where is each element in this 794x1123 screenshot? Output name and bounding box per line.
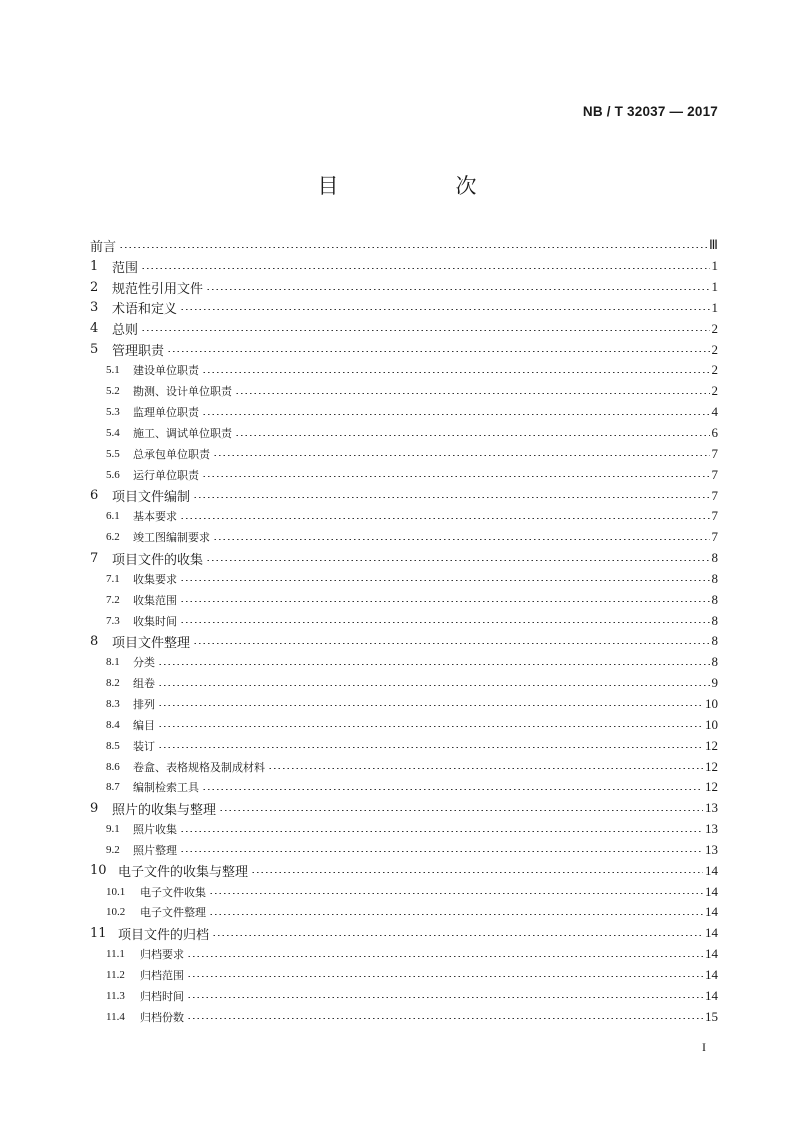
- dot-leader: [202, 789, 703, 790]
- toc-entry-label: 收集范围: [133, 593, 177, 607]
- dot-leader: [193, 643, 709, 644]
- toc-entry-number: 8.2: [106, 677, 120, 690]
- dot-leader: [219, 810, 703, 811]
- toc-entry[interactable]: [90, 923, 718, 944]
- toc-entry-page: 8: [711, 654, 718, 670]
- toc-entry[interactable]: [90, 339, 718, 360]
- dot-leader: [206, 289, 709, 290]
- toc-entry-page: 12: [705, 737, 718, 753]
- toc-entry-number: 8.6: [106, 760, 120, 773]
- dot-leader: [187, 997, 703, 998]
- toc-entry-number: 2: [90, 279, 99, 295]
- dot-leader: [235, 435, 710, 436]
- toc-subentry[interactable]: [90, 443, 718, 464]
- dot-leader: [180, 622, 710, 623]
- toc-entry-page: 1: [711, 279, 718, 295]
- toc-entry-number: 6: [90, 488, 99, 504]
- toc-entry-page: 6: [711, 425, 718, 441]
- toc-subentry[interactable]: [90, 527, 718, 548]
- toc-entry-label: 管理职责: [112, 344, 165, 360]
- toc-entry-label: 竣工图编制要求: [133, 531, 210, 545]
- toc-entry-label: 归档份数: [140, 1010, 184, 1024]
- toc-entry-number: 6.1: [106, 510, 120, 523]
- dot-leader: [209, 893, 703, 894]
- toc-entry-page: 2: [711, 383, 718, 399]
- dot-leader: [213, 539, 710, 540]
- toc-entry[interactable]: [90, 860, 718, 881]
- dot-leader: [180, 601, 710, 602]
- toc-entry-number: 10: [90, 863, 107, 879]
- toc-subentry[interactable]: [90, 589, 718, 610]
- toc-entry[interactable]: [90, 318, 718, 339]
- toc-entry-label: 基本要求: [133, 510, 177, 524]
- dot-leader: [158, 685, 710, 686]
- toc-subentry[interactable]: [90, 423, 718, 444]
- dot-leader: [180, 831, 703, 832]
- toc-subentry[interactable]: [90, 360, 718, 381]
- toc-entry-label: 总承包单位职责: [133, 447, 210, 461]
- dot-leader: [202, 476, 710, 477]
- dot-leader: [180, 580, 710, 581]
- toc-entry-label: 收集要求: [133, 572, 177, 586]
- toc-entry-number: 8.3: [106, 697, 120, 710]
- toc-subentry[interactable]: [90, 673, 718, 694]
- toc-entry-page: 7: [711, 445, 718, 461]
- dot-leader: [158, 705, 703, 706]
- dot-leader: [187, 976, 703, 977]
- dot-leader: [158, 664, 710, 665]
- dot-leader: [167, 351, 709, 352]
- toc-subentry[interactable]: [90, 610, 718, 631]
- toc-entry-label: 照片的收集与整理: [112, 802, 217, 818]
- toc-subentry[interactable]: [90, 839, 718, 860]
- toc-entry-page: 14: [705, 925, 718, 941]
- toc-entry-page: 7: [711, 529, 718, 545]
- toc-entry-number: 11.4: [106, 1010, 125, 1023]
- toc-subentry[interactable]: [90, 881, 718, 902]
- standard-code: NB / T 32037 — 2017: [582, 104, 718, 119]
- dot-leader: [180, 309, 709, 310]
- toc-entry-label: 范围: [112, 260, 139, 276]
- toc-entry-page: 9: [711, 675, 718, 691]
- toc-entry-number: 7: [90, 550, 99, 566]
- toc-subentry[interactable]: [90, 1006, 718, 1027]
- dot-leader: [212, 935, 703, 936]
- toc-entry-number: 8.5: [106, 739, 120, 752]
- dot-leader: [235, 393, 710, 394]
- toc-entry-page: 1: [711, 299, 718, 315]
- toc-entry[interactable]: [90, 298, 718, 319]
- toc-entry-label: 项目文件的归档: [118, 927, 210, 943]
- toc-entry-page: 1: [711, 258, 718, 274]
- toc-entry-number: 1: [90, 258, 99, 274]
- dot-leader: [251, 872, 703, 873]
- toc-entry-number: 8: [90, 633, 99, 649]
- page-number: I: [702, 1040, 706, 1054]
- toc-entry-label: 收集时间: [133, 614, 177, 628]
- dot-leader: [202, 414, 710, 415]
- toc-subentry[interactable]: [90, 944, 718, 965]
- toc-entry-page: 8: [711, 550, 718, 566]
- toc-entry-number: 6.2: [106, 531, 120, 544]
- toc-entry-number: 8.4: [106, 718, 120, 731]
- toc-subentry[interactable]: [90, 506, 718, 527]
- dot-leader: [158, 747, 703, 748]
- dot-leader: [180, 851, 703, 852]
- toc-entry-page: 2: [711, 362, 718, 378]
- toc-subentry[interactable]: [90, 965, 718, 986]
- toc-entry-label: 装订: [133, 739, 155, 753]
- toc-entry-label: 电子文件的收集与整理: [118, 865, 249, 881]
- toc-entry-number: 10.2: [106, 906, 126, 919]
- toc-entry-label: 勘测、设计单位职责: [133, 385, 232, 399]
- toc-entry-label: 运行单位职责: [133, 468, 199, 482]
- toc-entry-number: 5.4: [106, 427, 120, 440]
- toc-subentry[interactable]: [90, 985, 718, 1006]
- toc-entry-number: 5.2: [106, 385, 120, 398]
- toc-entry-number: 11.2: [106, 968, 125, 981]
- toc-entry-page: 13: [705, 821, 718, 837]
- toc-entry-page: 13: [705, 800, 718, 816]
- toc-entry-number: 7.1: [106, 572, 120, 585]
- toc-entry-page: 7: [711, 466, 718, 482]
- toc-entry-page: 14: [705, 883, 718, 899]
- toc-entry-number: 9.2: [106, 843, 120, 856]
- toc-entry-number: 11.3: [106, 989, 125, 1002]
- toc-entry-number: 4: [90, 321, 99, 337]
- toc-entry[interactable]: [90, 277, 718, 298]
- toc-entry-number: 5.3: [106, 406, 120, 419]
- toc-entry[interactable]: [90, 631, 718, 652]
- page-title: 目 次: [317, 174, 525, 198]
- toc-subentry[interactable]: [90, 777, 718, 798]
- toc-entry-number: 3: [90, 300, 99, 316]
- toc-entry-number: 5: [90, 342, 99, 358]
- toc-entry[interactable]: [90, 235, 718, 256]
- toc-entry-label: 规范性引用文件: [112, 281, 204, 297]
- toc-entry-label: 照片整理: [133, 843, 177, 857]
- toc-entry-page: 14: [705, 966, 718, 982]
- toc-entry-number: 9.1: [106, 823, 120, 836]
- dot-leader: [141, 268, 709, 269]
- dot-leader: [141, 330, 709, 331]
- toc-entry-label: 项目文件整理: [112, 635, 191, 651]
- toc-entry-label: 排列: [133, 697, 155, 711]
- toc-subentry[interactable]: [90, 819, 718, 840]
- toc-entry[interactable]: [90, 798, 718, 819]
- dot-leader: [213, 455, 710, 456]
- toc-entry-label: 监理单位职责: [133, 406, 199, 420]
- toc-entry-label: 编目: [133, 718, 155, 732]
- toc-entry-label: 电子文件整理: [140, 906, 206, 920]
- toc-entry-page: 14: [705, 862, 718, 878]
- toc-entry-page: 8: [711, 591, 718, 607]
- toc-subentry[interactable]: [90, 381, 718, 402]
- dot-leader: [119, 247, 707, 248]
- dot-leader: [206, 560, 709, 561]
- toc-entry-number: 10.1: [106, 885, 126, 898]
- toc-subentry[interactable]: [90, 464, 718, 485]
- dot-leader: [268, 768, 703, 769]
- toc-entry-number: 8.7: [106, 781, 120, 794]
- toc-entry-page: 7: [711, 487, 718, 503]
- toc-entry-page: 2: [711, 320, 718, 336]
- toc-entry-page: 15: [705, 1008, 718, 1024]
- toc-subentry[interactable]: [90, 714, 718, 735]
- toc-entry-page: 8: [711, 612, 718, 628]
- toc-entry-number: 5.6: [106, 468, 120, 481]
- toc-subentry[interactable]: [90, 902, 718, 923]
- toc-entry-label: 项目文件编制: [112, 490, 191, 506]
- dot-leader: [193, 497, 709, 498]
- toc-entry-label: 归档范围: [140, 968, 184, 982]
- toc-entry-number: 5.1: [106, 364, 120, 377]
- toc-entry-page: 8: [711, 633, 718, 649]
- toc-subentry[interactable]: [90, 735, 718, 756]
- dot-leader: [187, 1018, 703, 1019]
- toc-entry-number: 9: [90, 800, 99, 816]
- toc-entry-label: 术语和定义: [112, 302, 178, 318]
- toc-entry-number: 8.1: [106, 656, 120, 669]
- toc-entry-number: 7.3: [106, 614, 120, 627]
- dot-leader: [202, 372, 710, 373]
- toc-entry-label: 建设单位职责: [133, 364, 199, 378]
- toc-entry-label: 前言: [90, 239, 117, 255]
- toc-entry-page: 12: [705, 758, 718, 774]
- toc-entry-label: 编制检索工具: [133, 781, 199, 795]
- toc-entry[interactable]: [90, 256, 718, 277]
- toc-entry-label: 卷盒、表格规格及制成材料: [133, 760, 265, 774]
- toc-entry-label: 照片收集: [133, 823, 177, 837]
- toc-entry-label: 归档要求: [140, 948, 184, 962]
- toc-entry[interactable]: [90, 548, 718, 569]
- toc-entry-label: 施工、调试单位职责: [133, 427, 232, 441]
- toc-entry-number: 7.2: [106, 593, 120, 606]
- toc-entry-page: Ⅲ: [709, 237, 718, 253]
- toc-entry-page: 10: [705, 716, 718, 732]
- toc-entry-number: 5.5: [106, 447, 120, 460]
- toc-entry-page: 14: [705, 904, 718, 920]
- toc-entry-page: 7: [711, 508, 718, 524]
- toc-entry-page: 12: [705, 779, 718, 795]
- toc-entry-label: 组卷: [133, 677, 155, 691]
- toc-entry[interactable]: [90, 485, 718, 506]
- dot-leader: [187, 956, 703, 957]
- toc-entry-label: 归档时间: [140, 989, 184, 1003]
- toc-entry-page: 8: [711, 570, 718, 586]
- toc-entry-number: 11: [90, 925, 107, 941]
- table-of-contents: [90, 235, 718, 1027]
- toc-entry-page: 2: [711, 341, 718, 357]
- toc-subentry[interactable]: [90, 569, 718, 590]
- toc-entry-page: 14: [705, 987, 718, 1003]
- toc-subentry[interactable]: [90, 652, 718, 673]
- toc-entry-page: 4: [711, 404, 718, 420]
- toc-entry-number: 11.1: [106, 948, 125, 961]
- dot-leader: [180, 518, 710, 519]
- toc-entry-label: 项目文件的收集: [112, 552, 204, 568]
- toc-entry-page: 10: [705, 695, 718, 711]
- toc-entry-label: 总则: [112, 323, 139, 339]
- toc-entry-label: 电子文件收集: [140, 885, 206, 899]
- toc-subentry[interactable]: [90, 756, 718, 777]
- toc-entry-page: 14: [705, 946, 718, 962]
- dot-leader: [209, 914, 703, 915]
- dot-leader: [158, 726, 703, 727]
- toc-subentry[interactable]: [90, 402, 718, 423]
- toc-entry-page: 13: [705, 841, 718, 857]
- toc-entry-label: 分类: [133, 656, 155, 670]
- toc-subentry[interactable]: [90, 694, 718, 715]
